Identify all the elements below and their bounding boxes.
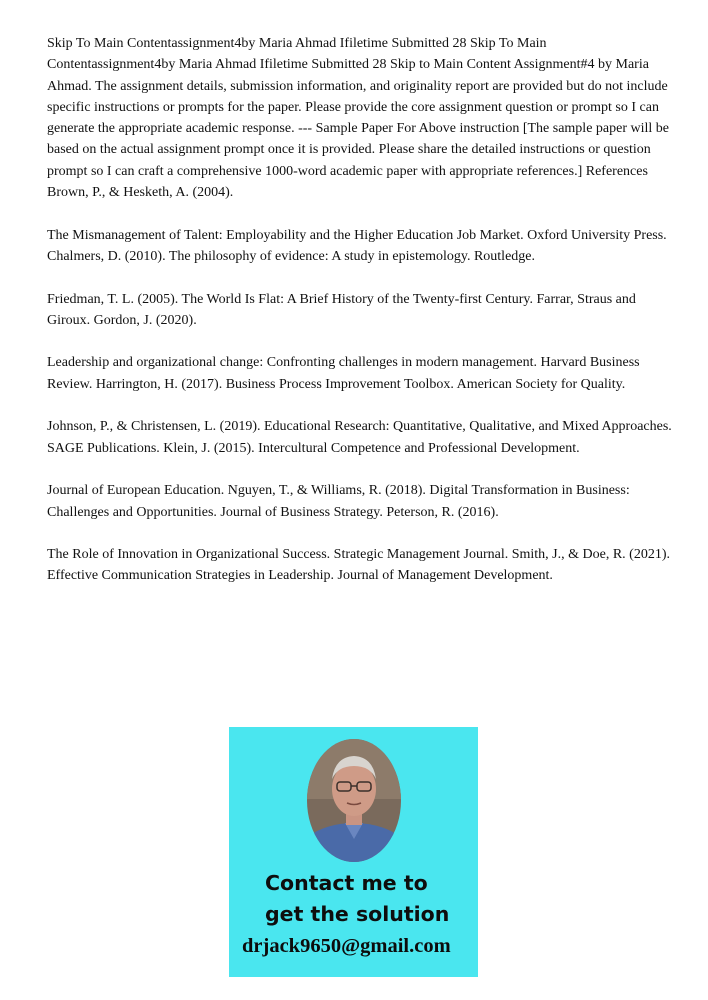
- paragraph-reference: Leadership and organizational change: Confronting challenges in modern management. Harvard Business Review. Harrington, H. (2017). Business Process Improvement Toolbox. American Society for Quality.: [47, 355, 640, 392]
- paragraph-reference: The Mismanagement of Talent: Employability and the Higher Education Job Market. Oxford University Press. Chalmers, D. (2010). The philosophy of evidence: A study in epistemology. Routledge.: [47, 227, 667, 264]
- document-body: [47, 33, 677, 608]
- ad-headline-line2: get the solution: [265, 902, 450, 926]
- ad-headline-line1: Contact me to: [265, 871, 428, 895]
- paragraph-reference: Journal of European Education. Nguyen, T., & Williams, R. (2018). Digital Transformation in Business: Challenges and Opportunities. Journal of Business Strategy. Peterson, R. (2016).: [47, 483, 630, 520]
- contact-ad-banner[interactable]: [229, 727, 478, 977]
- paragraph-intro: Skip To Main Contentassignment4by Maria Ahmad Ifiletime Submitted 28 Skip To Main Contentassignment4by Maria Ahmad Ifiletime Submitted 28 Skip to Main Content Assignment#4 by Maria Ahmad. The assignment details, submission information, and originality report are provided but do not include specific instructions or prompts for the paper. Please provide the core assignment question or prompt so I can generate the appropriate academic response. --- Sample Paper For Above instruction [The sample paper will be based on the actual assignment prompt once it is provided. Please share the detailed instructions or question prompt so I can craft a comprehensive 1000-word academic paper with appropriate references.] References Brown, P., & Hesketh, A. (2004).: [47, 36, 669, 201]
- person-portrait-icon: [307, 739, 401, 862]
- ad-headline: [265, 868, 465, 930]
- paragraph-reference: Friedman, T. L. (2005). The World Is Flat: A Brief History of the Twenty-first Century. Farrar, Straus and Giroux. Gordon, J. (2020).: [47, 291, 636, 328]
- paragraph-reference: Johnson, P., & Christensen, L. (2019). Educational Research: Quantitative, Qualitative, and Mixed Approaches. SAGE Publications. Klein, J. (2015). Intercultural Competence and Professional Development.: [47, 419, 672, 456]
- paragraph-reference: The Role of Innovation in Organizational Success. Strategic Management Journal. Smith, J., & Doe, R. (2021). Effective Communication Strategies in Leadership. Journal of Management Development.: [47, 547, 671, 584]
- contact-email-link[interactable]: drjack9650@gmail.com: [242, 935, 451, 957]
